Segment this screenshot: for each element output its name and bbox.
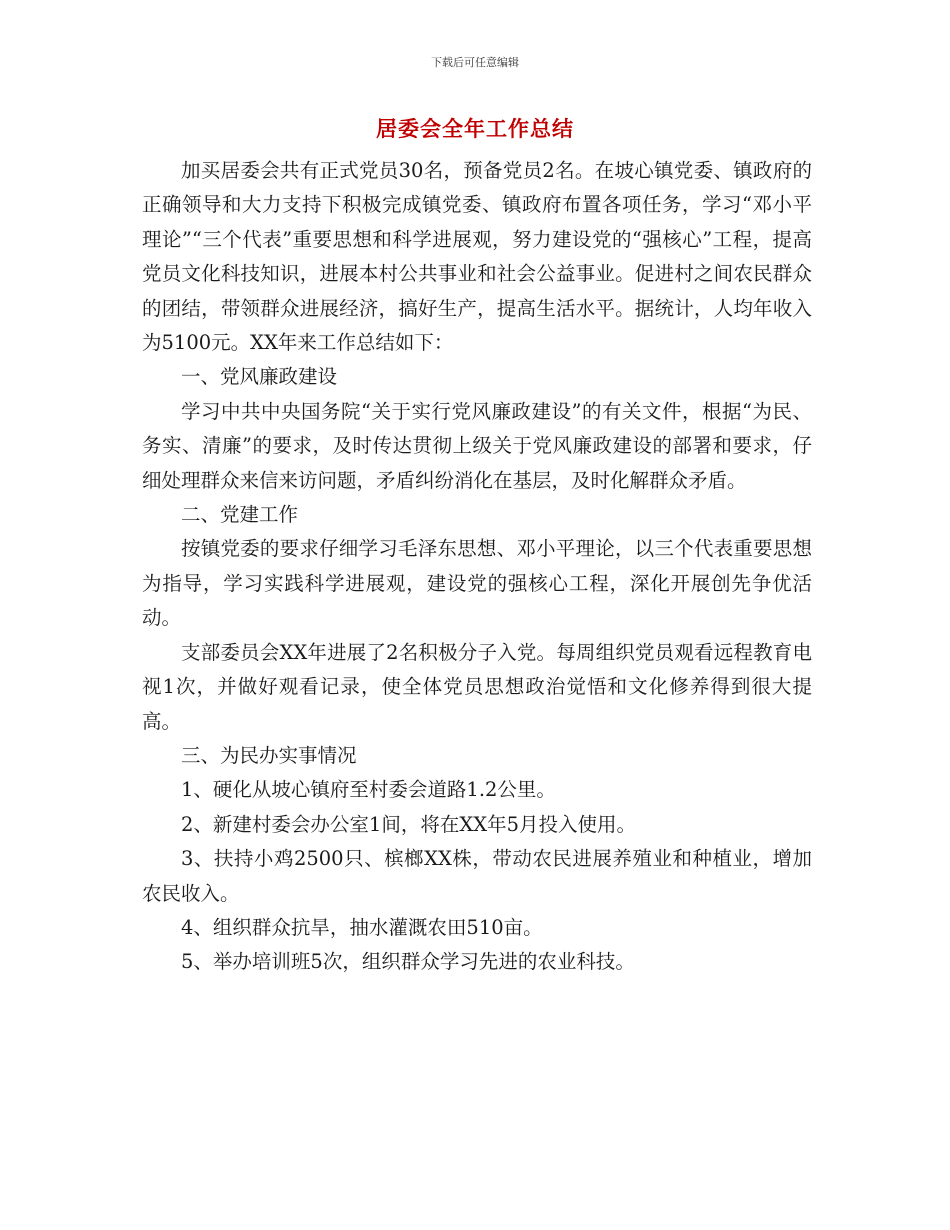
paragraph-section-1: 学习中共中央国务院“关于实行党风廉政建设”的有关文件，根据“为民、务实、清廉”的要求，及时传达贯彻上级关于党风廉政建设的部署和要求，仔细处理群众来信来访问题，矛盾纠纷消化在基层，及时化解群众矛盾。 bbox=[142, 399, 812, 492]
section-heading-3: 三、为民办实事情况 bbox=[181, 743, 357, 767]
section-heading-2: 二、党建工作 bbox=[181, 503, 299, 527]
document-body bbox=[142, 154, 812, 980]
list-item-3: 3、扶持小鸡2500只、槟榔XX株，带动农民进展养殖业和种植业，增加农民收入。 bbox=[142, 847, 812, 905]
list-item-2: 2、新建村委会办公室1间，将在XX年5月投入使用。 bbox=[181, 812, 636, 836]
section-heading-1: 一、党风廉政建设 bbox=[181, 365, 338, 389]
paragraph-section-2a: 按镇党委的要求仔细学习毛泽东思想、邓小平理论，以三个代表重要思想为指导，学习实践科学进展观，建设党的强核心工程，深化开展创先争优活动。 bbox=[142, 537, 812, 630]
header-note: 下载后可任意编辑 bbox=[431, 56, 519, 69]
list-item-5: 5、举办培训班5次，组织群众学习先进的农业科技。 bbox=[181, 950, 635, 974]
page-title: 居委会全年工作总结 bbox=[376, 116, 574, 141]
paragraph-intro: 加买居委会共有正式党员30名，预备党员2名。在坡心镇党委、镇政府的正确领导和大力支持下积极完成镇党委、镇政府布置各项任务，学习“邓小平理论”“三个代表”重要思想和科学进展观，努力建设党的“强核心”工程，提高党员文化科技知识，进展本村公共事业和社会公益事业。促进村之间农民群众的团结，带领群众进展经济，搞好生产，提高生活水平。据统计，人均年收入为5100元。XX年来工作总结如下： bbox=[142, 159, 812, 355]
list-item-4: 4、组织群众抗旱，抽水灌溉农田510亩。 bbox=[181, 915, 543, 939]
list-item-1: 1、硬化从坡心镇府至村委会道路1.2公里。 bbox=[181, 778, 556, 802]
paragraph-section-2b: 支部委员会XX年进展了2名积极分子入党。每周组织党员观看远程教育电视1次，并做好观看记录，使全体党员思想政治觉悟和文化修养得到很大提高。 bbox=[142, 640, 812, 733]
